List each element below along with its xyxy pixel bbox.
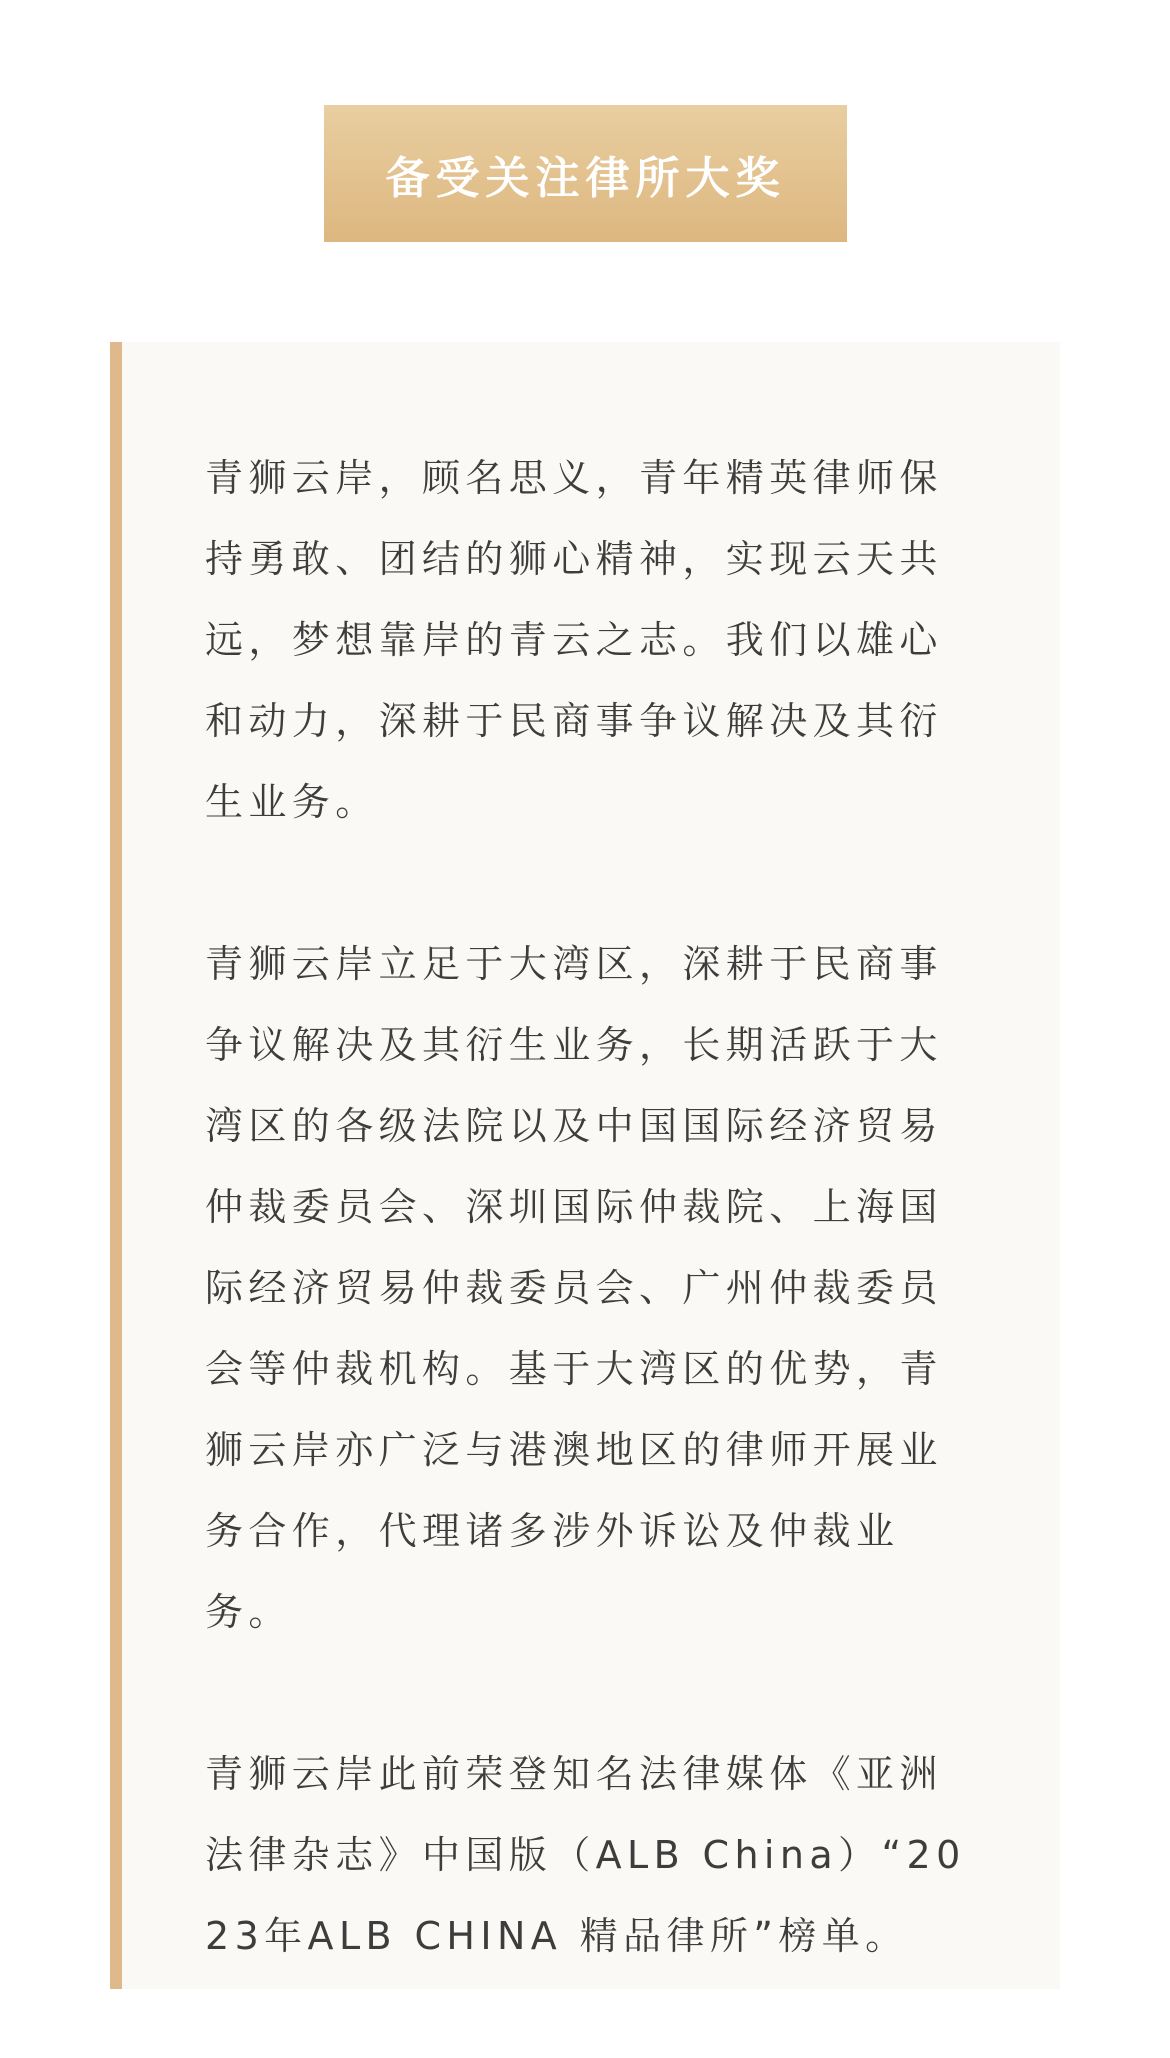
paragraph-intro: 青狮云岸，顾名思义，青年精英律师保持勇敢、团结的狮心精神，实现云天共远，梦想靠岸的青云之志。我们以雄心和动力，深耕于民商事争议解决及其衍生业务。: [205, 456, 943, 824]
card-accent-bar: [110, 342, 122, 1989]
section-title: 备受关注律所大奖: [385, 152, 786, 204]
article-body: [205, 438, 985, 2058]
section-title-banner: [324, 105, 847, 242]
paragraph-award: 青狮云岸此前荣登知名法律媒体《亚洲法律杂志》中国版（ALB China）“2023年ALB CHINA 精品律所”榜单。: [205, 1752, 966, 1958]
paragraph-practice: 青狮云岸立足于大湾区，深耕于民商事争议解决及其衍生业务，长期活跃于大湾区的各级法院以及中国国际经济贸易仲裁委员会、深圳国际仲裁院、上海国际经济贸易仲裁委员会、广州仲裁委员会等仲裁机构。基于大湾区的优势，青狮云岸亦广泛与港澳地区的律师开展业务合作，代理诸多涉外诉讼及仲裁业务。: [205, 942, 943, 1634]
